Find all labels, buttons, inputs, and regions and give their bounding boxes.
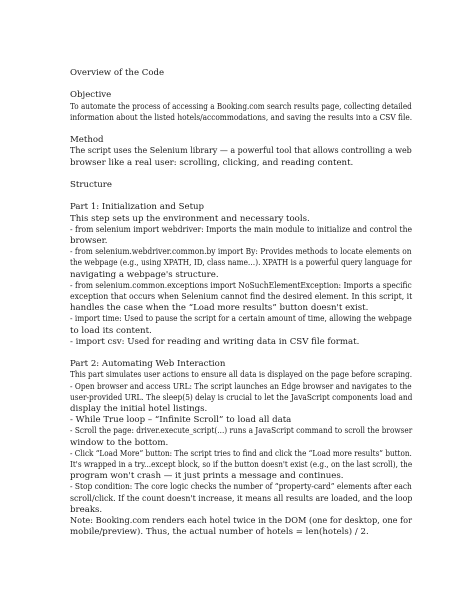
document-page [70, 68, 412, 538]
part1-line: - from selenium import webdriver: Imports the main module to initialize and control the [70, 224, 413, 235]
objective-heading: Objective [70, 90, 112, 101]
part2-line: mobile/preview). Thus, the actual number of hotels = len(hotels) / 2. [70, 527, 369, 538]
method-heading: Method [70, 135, 104, 146]
part2-line: - Open browser and access URL: The script launches an Edge browser and navigates to the [70, 381, 412, 392]
part1-line: the webpage (e.g., using XPATH, ID, class name…). XPATH is a powerful query language for [70, 258, 412, 269]
part2-line: It's wrapped in a try...except block, so if the button doesn't exist (e.g., on the last scroll), the [70, 460, 413, 471]
part1-line: - import csv: Used for reading and writing data in CSV file format. [70, 336, 360, 347]
method-line: The script uses the Selenium library — a powerful tool that allows controlling a web [70, 146, 412, 157]
part1-line: browser. [70, 235, 108, 246]
part1-heading: Part 1: Initialization and Setup [70, 202, 205, 213]
part1-line: to load its content. [70, 325, 152, 336]
part2-line: breaks. [70, 504, 103, 515]
part1-line: exception that occurs when Selenium cannot find the desired element. In this script, it [70, 292, 413, 302]
part2-line: - Click “Load More” button: The script tries to find and click the “Load more results” button. [70, 448, 412, 459]
part1-line: - import time: Used to pause the script for a certain amount of time, allowing the webpage [70, 314, 412, 325]
part1-line: - from selenium.common.exceptions import NoSuchElementException: Imports a specific [70, 280, 412, 291]
part1-line: This step sets up the environment and necessary tools. [70, 213, 310, 224]
part1-line: handles the case when the “Load more results” button doesn't exist. [70, 303, 369, 314]
objective-line: To automate the process of accessing a Booking.com search results page, collecting detailed [70, 101, 412, 112]
part2-line: - Scroll the page: driver.execute_script(...) runs a JavaScript command to scroll the browser [70, 426, 413, 437]
part2-line: display the initial hotel listings. [70, 404, 208, 415]
part2-line: - While True loop – “Infinite Scroll” to load all data [70, 415, 292, 426]
part2-line: scroll/click. If the count doesn't increase, it means all results are loaded, and the loop [70, 493, 413, 504]
part2-line: program won't crash — it just prints a message and continues. [70, 471, 344, 482]
part1-line: - from selenium.webdriver.common.by import By: Provides methods to locate elements on [70, 247, 412, 258]
doc-title: Overview of the Code [70, 68, 165, 78]
part2-line: This part simulates user actions to ensure all data is displayed on the page before scraping. [70, 370, 413, 381]
part1-line: navigating a webpage's structure. [70, 269, 219, 280]
part2-line: user-provided URL. The sleep(5) delay is crucial to let the JavaScript components load and [70, 392, 413, 403]
objective-line: information about the listed hotels/accommodations, and saving the results into a CSV file. [70, 112, 413, 123]
part2-line: - Stop condition: The core logic checks the number of “property-card” elements after each [70, 482, 412, 493]
part2-line: window to the bottom. [70, 437, 169, 448]
method-line: browser like a real user: scrolling, clicking, and reading content. [70, 157, 354, 168]
structure-heading: Structure [70, 179, 112, 190]
part2-line: Note: Booking.com renders each hotel twice in the DOM (one for desktop, one for [70, 516, 413, 527]
part2-heading: Part 2: Automating Web Interaction [70, 359, 226, 370]
